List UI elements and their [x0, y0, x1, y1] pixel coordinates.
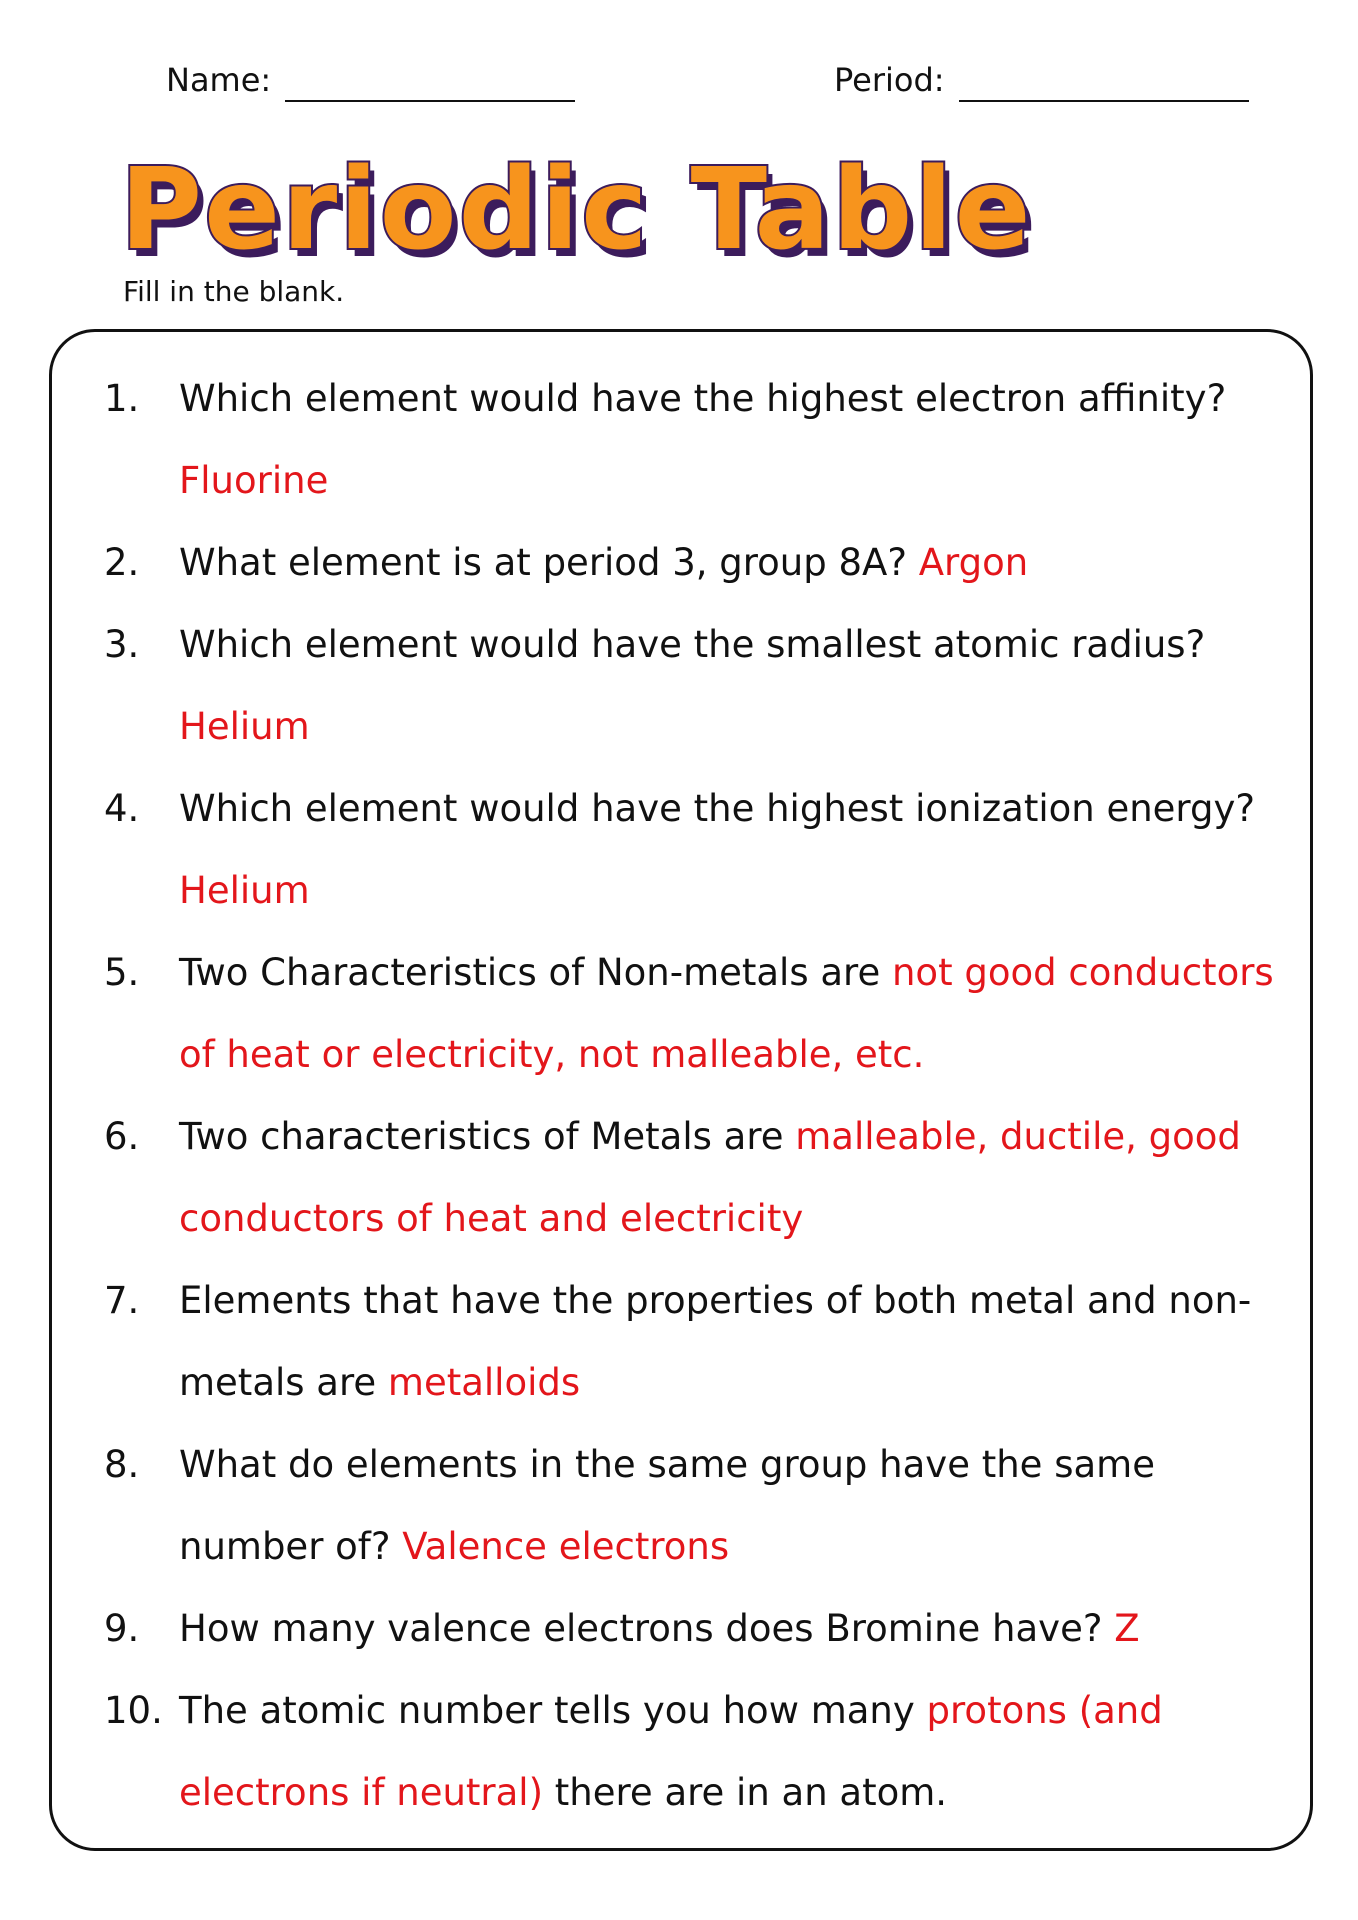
- question-text: What do elements in the same group have the same number of?: [179, 1443, 1155, 1568]
- question-item-7: [104, 1260, 1274, 1424]
- answer-text: Argon: [918, 541, 1029, 584]
- name-field[interactable]: [166, 58, 575, 102]
- answer-text: malleable, ductile, good conductors of heat and electricity: [179, 1115, 1241, 1240]
- question-number: 9.: [104, 1607, 140, 1650]
- question-number: 2.: [104, 541, 140, 584]
- question-number: 5.: [104, 951, 140, 994]
- question-text: Which element would have the highest ionization energy?: [179, 787, 1256, 830]
- question-item-4: [104, 768, 1274, 932]
- question-text-after: there are in an atom.: [554, 1771, 948, 1814]
- question-number: 4.: [104, 787, 140, 830]
- answer-text: protons (and electrons if neutral): [179, 1689, 1163, 1814]
- question-text: Two characteristics of Metals are: [179, 1115, 784, 1158]
- answer-text: Helium: [179, 705, 310, 748]
- question-item-9: [104, 1588, 1274, 1670]
- question-text: Elements that have the properties of both metal and non-metals are: [179, 1279, 1252, 1404]
- question-number: 8.: [104, 1443, 140, 1486]
- question-text: What element is at period 3, group 8A?: [179, 541, 907, 584]
- question-text: Which element would have the highest electron affinity?: [179, 377, 1227, 420]
- question-text: The atomic number tells you how many: [179, 1689, 915, 1732]
- question-number: 7.: [104, 1279, 140, 1322]
- page-title: Periodic Table: [120, 145, 1033, 275]
- answer-text: not good conductors of heat or electricity, not malleable, etc.: [179, 951, 1274, 1076]
- question-text: Which element would have the smallest atomic radius?: [179, 623, 1206, 666]
- period-label: Period:: [834, 61, 945, 99]
- instructions-text: Fill in the blank.: [123, 275, 345, 308]
- answer-text: metalloids: [387, 1361, 581, 1404]
- name-blank-line[interactable]: [285, 64, 575, 102]
- question-item-1: [104, 358, 1274, 522]
- answer-text: Z: [1114, 1607, 1140, 1650]
- question-text: Two Characteristics of Non-metals are: [179, 951, 881, 994]
- question-number: 10.: [104, 1689, 163, 1732]
- question-item-5: [104, 932, 1274, 1096]
- period-blank-line[interactable]: [959, 64, 1249, 102]
- question-number: 3.: [104, 623, 140, 666]
- question-number: 1.: [104, 377, 140, 420]
- question-item-8: [104, 1424, 1274, 1588]
- question-item-3: [104, 604, 1274, 768]
- question-item-10: [104, 1670, 1274, 1834]
- question-text: How many valence electrons does Bromine have?: [179, 1607, 1103, 1650]
- name-label: Name:: [166, 61, 272, 99]
- question-item-6: [104, 1096, 1274, 1260]
- question-item-2: [104, 522, 1274, 604]
- answer-text: Valence electrons: [402, 1525, 730, 1568]
- answer-text: Fluorine: [179, 459, 329, 502]
- question-number: 6.: [104, 1115, 140, 1158]
- answer-text: Helium: [179, 869, 310, 912]
- period-field[interactable]: [834, 58, 1249, 102]
